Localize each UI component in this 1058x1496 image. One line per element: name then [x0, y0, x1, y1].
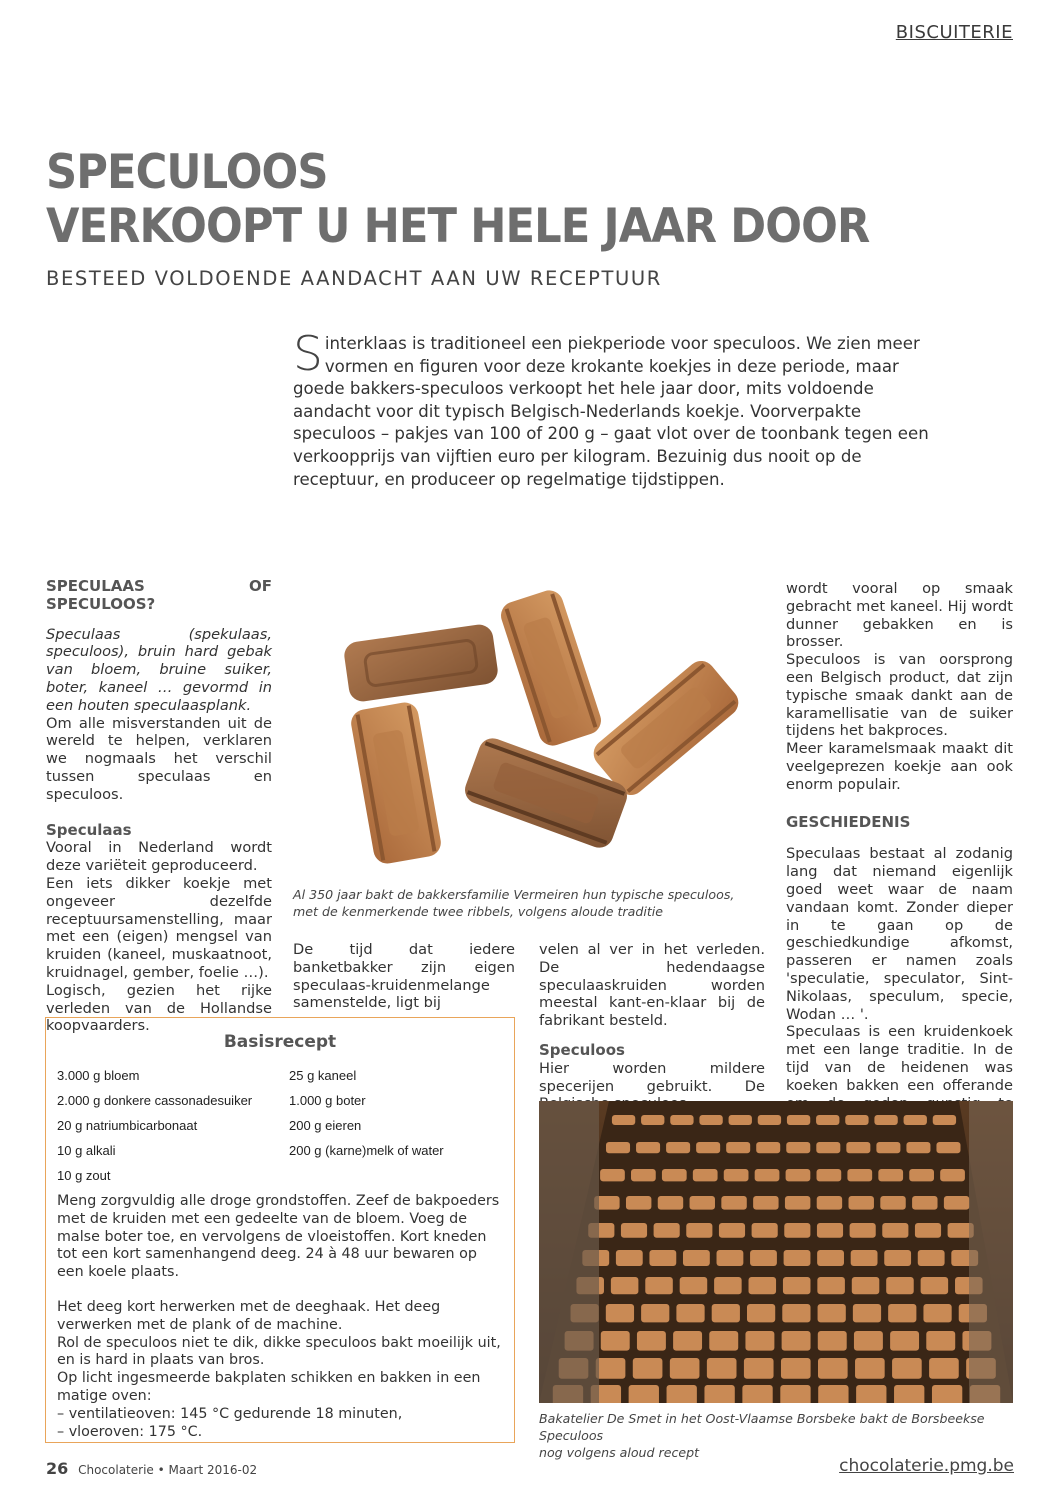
conveyor-cookie: [658, 1196, 683, 1210]
conveyor-cookie: [852, 1277, 880, 1294]
conveyor-cookie: [683, 1250, 710, 1266]
conveyor-cookie: [817, 1250, 844, 1266]
conveyor-cookie: [645, 1277, 673, 1294]
conveyor-cookie: [854, 1331, 883, 1351]
conveyor-cookie: [709, 1331, 738, 1351]
conveyor-cookie: [878, 1169, 903, 1181]
body-paragraph: wordt vooral op smaak gebracht met kaneel. Hij wordt dunner gebakken en is brosser.: [786, 580, 1013, 651]
conveyor-cookie: [886, 1277, 914, 1294]
conveyor-cookie: [596, 1358, 626, 1379]
conveyor-cookie: [686, 1223, 712, 1238]
conveyor-cookie: [699, 1115, 722, 1125]
conveyor-cookie: [721, 1196, 746, 1210]
conveyor-cookie: [818, 1385, 848, 1403]
conveyor-cookie: [921, 1277, 949, 1294]
body-paragraph: Speculaas is een kruidenkoek met een lange traditie. In de tijd van de heidenen was koeken bakken een offerande: [786, 1023, 1013, 1094]
conveyor-cookie: [892, 1358, 922, 1379]
ingredient: 10 g zout: [57, 1168, 111, 1183]
speculoos-cookies-photo-icon: [296, 578, 766, 878]
column-3: [539, 941, 765, 1113]
conveyor-cookie: [926, 1331, 955, 1351]
conveyor-cookie: [944, 1196, 969, 1210]
conveyor-cookie: [673, 1331, 702, 1351]
conveyor-cookie: [621, 1223, 647, 1238]
dropcap: S: [293, 327, 323, 382]
definition-paragraph: Speculaas (spekulaas, speculoos), bruin hard gebak van bloem, bruine suiker, boter, kaneel … gevormd in een houten speculaasplank.: [46, 625, 272, 714]
body-paragraph: velen al ver in het verleden. De hedendaagse speculaaskruiden worden meestal kant-en-klaar bij de fabrikant besteld.: [539, 941, 765, 1030]
body-paragraph: Hier worden mildere specerijen gebruikt. De: [539, 1059, 765, 1095]
conveyor-cookie: [641, 1304, 669, 1322]
conveyor-cookie: [888, 1304, 916, 1322]
body-paragraph: Vooral in Nederland wordt deze variëteit geproduceerd.: [46, 839, 272, 875]
conveyor-cookie: [929, 1358, 959, 1379]
ingredient: 20 g natriumbicarbonaat: [57, 1118, 198, 1133]
conveyor-cookie: [707, 1358, 737, 1379]
conveyor-cookie: [904, 1115, 927, 1125]
body-paragraph: Om alle misverstanden uit de wereld te helpen, verklaren we nogmaals het verschil tussen speculaas en speculoos.: [46, 714, 272, 803]
subheading: Speculaas: [46, 820, 132, 839]
conveyor-cookie: [641, 1115, 664, 1125]
conveyor-cookie: [755, 1169, 780, 1181]
conveyor-cookie: [906, 1142, 930, 1153]
conveyor-cookie: [786, 1169, 811, 1181]
conveyor-cookie: [744, 1358, 774, 1379]
method-paragraph: – ventilatieoven: 145 °C gedurende 18 minuten,: [57, 1405, 403, 1422]
conveyor-cookie: [933, 1115, 956, 1125]
conveyor-cookie: [851, 1250, 878, 1266]
conveyor-cookie: [719, 1223, 745, 1238]
recipe-box: [45, 1017, 515, 1443]
conveyor-cookie: [666, 1142, 690, 1153]
ingredient: 10 g alkali: [57, 1143, 116, 1158]
body-paragraph: De tijd dat iedere banketbakker zijn eigen speculaas-kruidenmelange samenstelde, ligt bij: [293, 941, 515, 1012]
conveyor-cookie: [918, 1250, 945, 1266]
conveyor-cookie: [846, 1142, 870, 1153]
title-line-2: VERKOOPT U HET HELE JAAR DOOR: [46, 199, 870, 254]
method-paragraph: – vloeroven: 175 °C.: [57, 1423, 203, 1440]
conveyor-cookie: [745, 1331, 774, 1351]
column-1: [46, 578, 272, 1035]
conveyor-cookie: [785, 1196, 810, 1210]
method-paragraph: Meng zorgvuldig alle droge grondstoffen. Zeef de bakpoeders met de kruiden met een gedeelte van de bloem. Voeg de malse boter toe, en vervolgens de vloeistoffen. Kort kneden tot een kort samenhangend deeg. 24 à 48 uur bewaren op een koele plaats.: [57, 1193, 500, 1281]
conveyor-cookie: [749, 1277, 777, 1294]
conveyor-cookie: [782, 1304, 810, 1322]
conveyor-cookie: [758, 1115, 781, 1125]
photo-caption: [293, 886, 763, 920]
caption-line: Al 350 jaar bakt de bakkersfamilie Vermeiren hun typische speculoos,: [293, 887, 735, 902]
conveyor-cookie: [649, 1250, 676, 1266]
caption-line: Bakatelier De Smet in het Oost-Vlaamse Borsbeke bakt de Borsbeekse Speculoos: [539, 1411, 985, 1443]
conveyor-cookie: [874, 1115, 897, 1125]
ingredient: 3.000 g bloem: [57, 1068, 140, 1083]
page-number: 26: [46, 1459, 69, 1478]
conveyor-cookie: [712, 1304, 740, 1322]
section-tag: BISCUITERIE: [895, 22, 1013, 43]
conveyor-cookie: [786, 1142, 810, 1153]
conveyor-cookie: [909, 1169, 934, 1181]
conveyor-cookie: [890, 1331, 919, 1351]
ingredient: 1.000 g boter: [289, 1093, 366, 1108]
conveyor-cookie: [856, 1385, 886, 1403]
subheading: Speculoos: [539, 1040, 625, 1059]
conveyor-cookie: [670, 1358, 700, 1379]
conveyor-cookie: [817, 1277, 845, 1294]
conveyor-cookie: [784, 1250, 811, 1266]
conveyor-cookie: [742, 1385, 772, 1403]
conveyor-cookie: [606, 1142, 630, 1153]
website-link[interactable]: chocolaterie.pmg.be: [839, 1456, 1014, 1476]
body-paragraph: Logisch, gezien het rijke verleden van de Hollandse koopvaarders.: [46, 981, 272, 1035]
magazine-name: Chocolaterie • Maart 2016-02: [78, 1463, 258, 1477]
conveyor-cookie: [912, 1196, 937, 1210]
column-4: [786, 580, 1013, 1148]
caption-line: nog volgens aloud recept: [539, 1445, 700, 1460]
conveyor-cookie: [626, 1196, 651, 1210]
body-paragraph: Meer karamelsmaak maakt dit veelgeprezen koekje aan ook enorm populair.: [786, 740, 1013, 793]
conveyor-cookie: [750, 1250, 777, 1266]
conveyor-cookie: [880, 1196, 905, 1210]
conveyor-cookie: [690, 1196, 715, 1210]
conveyor-cookie: [726, 1142, 750, 1153]
conveyor-cookie: [667, 1385, 697, 1403]
conveyor-cookie: [629, 1385, 659, 1403]
conveyor-cookie: [612, 1115, 635, 1125]
conveyor-cookie: [845, 1115, 868, 1125]
conveyor-cookie: [714, 1277, 742, 1294]
conveyor-cookie: [849, 1196, 874, 1210]
section-heading: SPECULAAS OF SPECULOOS?: [46, 577, 272, 613]
conveyor-cookie: [637, 1331, 666, 1351]
conveyor-cookie: [915, 1223, 941, 1238]
conveyor-cookie: [600, 1169, 625, 1181]
footer-info: [46, 1459, 257, 1478]
conveyor-cookie: [717, 1250, 744, 1266]
conveyor-cookie: [601, 1331, 630, 1351]
conveyor-cookie: [817, 1196, 842, 1210]
conveyor-cookie: [783, 1277, 811, 1294]
method-paragraph: Het deeg kort herwerken met de deeghaak. Het deeg verwerken met de plank of de machine.: [57, 1298, 441, 1333]
bakery-conveyor-photo-icon: [539, 1101, 1013, 1403]
ingredient: 200 g (karne)melk of water: [289, 1143, 444, 1158]
bakery-photo: [539, 1101, 1013, 1403]
conveyor-cookie: [818, 1331, 847, 1351]
conveyor-cookie: [816, 1142, 840, 1153]
conveyor-cookie: [753, 1196, 778, 1210]
conveyor-cookie: [696, 1142, 720, 1153]
conveyor-cookie: [784, 1223, 810, 1238]
conveyor-cookie: [676, 1304, 704, 1322]
conveyor-cookie: [882, 1223, 908, 1238]
page-title: [46, 146, 869, 254]
title-line-1: SPECULOOS: [46, 145, 328, 200]
recipe-title: Basisrecept: [223, 1032, 337, 1052]
conveyor-cookie: [756, 1142, 780, 1153]
conveyor-cookie: [752, 1223, 778, 1238]
subtitle: BESTEED VOLDOENDE AANDACHT AAN UW RECEPTUUR: [46, 267, 662, 290]
conveyor-cookie: [693, 1169, 718, 1181]
conveyor-cookie: [636, 1142, 660, 1153]
conveyor-cookie: [818, 1358, 848, 1379]
method-paragraph: Op licht ingesmeerde bakplaten schikken en bakken in een matige oven:: [57, 1370, 481, 1404]
conveyor-cookie: [747, 1304, 775, 1322]
conveyor-cookie: [850, 1223, 876, 1238]
conveyor-cookie: [606, 1304, 634, 1322]
conveyor-cookie: [616, 1250, 643, 1266]
conveyor-cookie: [817, 1223, 843, 1238]
conveyor-cookie: [781, 1358, 811, 1379]
conveyor-cookie: [724, 1169, 749, 1181]
conveyor-cookie: [787, 1115, 810, 1125]
conveyor-cookie: [633, 1358, 663, 1379]
body-paragraph: Speculoos is van oorsprong een Belgisch product, dat zijn typische smaak dankt aan de karamellisatie van de suiker tijdens het bakproces.: [786, 651, 1013, 740]
conveyor-cookie: [654, 1223, 680, 1238]
conveyor-cookie: [662, 1169, 687, 1181]
conveyor-cookie: [847, 1169, 872, 1181]
conveyor-cookie: [876, 1142, 900, 1153]
intro-paragraph: [293, 327, 929, 491]
column-2: [293, 941, 515, 1012]
conveyor-cookie: [940, 1169, 965, 1181]
conveyor-cookie: [670, 1115, 693, 1125]
conveyor-cookie: [704, 1385, 734, 1403]
conveyor-cookie: [780, 1385, 810, 1403]
method-paragraph: Rol de speculoos niet te dik, dikke speculoos bakt moeilijk uit, en is hard in plaats van bros.: [57, 1334, 501, 1369]
conveyor-cookie: [817, 1169, 842, 1181]
conveyor-cookie: [680, 1277, 708, 1294]
conveyor-cookie: [611, 1277, 639, 1294]
photo-caption: [539, 1410, 1013, 1461]
ingredient: 2.000 g donkere cassonadesuiker: [57, 1093, 253, 1108]
conveyor-cookie: [932, 1385, 962, 1403]
conveyor-cookie: [884, 1250, 911, 1266]
conveyor-cookie: [816, 1115, 839, 1125]
ingredient: 25 g kaneel: [289, 1068, 357, 1083]
conveyor-cookie: [923, 1304, 951, 1322]
intro-text: interklaas is traditioneel een piekperiode voor speculoos. We zien meer vormen en figuren voor deze krokante koekjes in deze periode, maar goede bakkers-speculoos verkoopt het hele jaar door, mits voldoende aandacht voor dit typisch Belgisch-Nederlands koekje. Voorverpakte speculoos – pakjes van 100 of 200 g – gaat vlot over de toonbank tegen een verkoopprijs van vijftien euro per kilogram. Bezuinig dus nooit op de receptuur, en produceer op regelmatige tijdstippen.: [293, 334, 929, 489]
ingredient: 200 g eieren: [289, 1118, 362, 1133]
conveyor-cookie: [853, 1304, 881, 1322]
conveyor-cookie: [782, 1331, 811, 1351]
conveyor-cookie: [894, 1385, 924, 1403]
caption-line: met de kenmerkende twee ribbels, volgens aloude traditie: [293, 904, 664, 919]
conveyor-cookie: [855, 1358, 885, 1379]
body-paragraph: Speculaas bestaat al zodanig lang dat niemand eigenlijk goed weet waar de naam vandaan komt. Zonder dieper in te gaan op de geschiedkundige afkomst, passeren er namen zoals 'speculatie, speculator, Sint-Nikolaas, speculum, specie, Wodan … '.: [786, 845, 1013, 1023]
cookies-photo: [296, 578, 766, 878]
conveyor-cookie: [631, 1169, 656, 1181]
section-heading: GESCHIEDENIS: [786, 812, 911, 831]
conveyor-cookie: [936, 1142, 960, 1153]
body-paragraph: Een iets dikker koekje met ongeveer dezelfde receptuursamenstelling, maar met een (eigen) mengsel van kruiden (kaneel, muskaatnoot, kruidnagel, gember, foelie …).: [46, 874, 272, 981]
conveyor-cookie: [818, 1304, 846, 1322]
conveyor-cookie: [729, 1115, 752, 1125]
recipe-method: [57, 1193, 507, 1441]
